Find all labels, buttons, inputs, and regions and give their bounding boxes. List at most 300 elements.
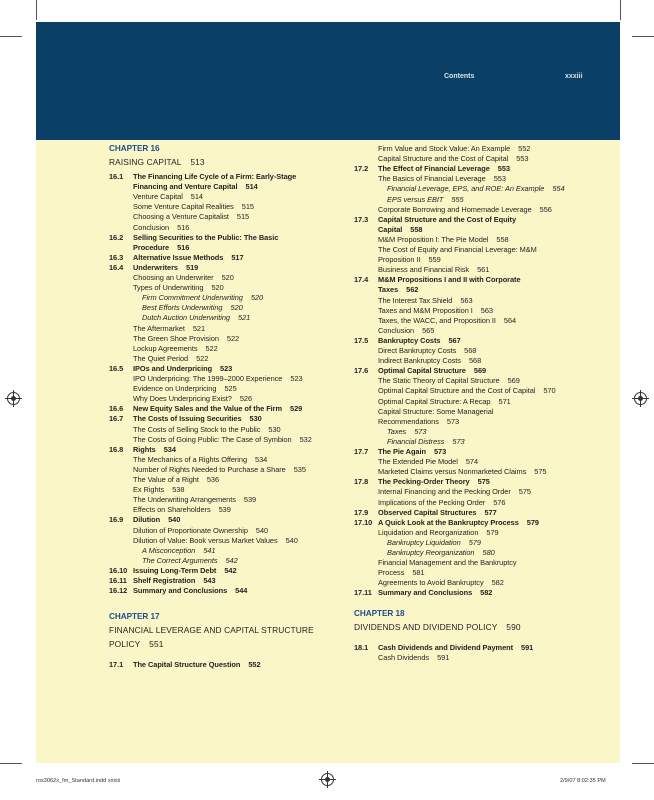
- section-number: 16.12: [109, 586, 128, 596]
- toc-entry: [378, 306, 493, 315]
- entry-title: The Aftermarket: [133, 323, 185, 333]
- section-number: 17.5: [354, 335, 369, 345]
- toc-entry: [387, 427, 426, 436]
- registration-mark: [634, 392, 647, 405]
- page-ref: 520: [226, 303, 243, 313]
- entry-title: Process: [378, 568, 405, 578]
- page-ref: 569: [503, 376, 520, 386]
- entry-title: Rights: [133, 444, 156, 454]
- entry-title: Recommendations: [378, 416, 439, 426]
- toc-entry: [133, 536, 298, 545]
- entry-title: Procedure: [133, 242, 170, 252]
- entry-title: Firm Value and Stock Value: An Example: [378, 144, 511, 153]
- entry-title: The Green Shoe Provision: [133, 333, 219, 343]
- toc-entry: [133, 485, 184, 494]
- page-ref: 539: [239, 495, 257, 505]
- toc-entry: [378, 528, 499, 537]
- page-ref: 590: [501, 621, 521, 632]
- toc-entry: [142, 293, 263, 302]
- section-number: 17.7: [354, 447, 369, 456]
- entry-title: A Misconception: [142, 545, 196, 555]
- entry-title: Cash Dividends and Dividend Payment: [378, 642, 514, 652]
- entry-title: Conclusion: [133, 222, 170, 232]
- crop-mark: [0, 36, 22, 37]
- page-ref: 520: [217, 273, 234, 282]
- section-number: 17.1: [109, 660, 124, 670]
- page-ref: 573: [448, 436, 465, 446]
- page-ref: 559: [424, 255, 441, 265]
- entry-title: CHAPTER 16: [109, 144, 160, 153]
- entry-title: Alternative Issue Methods: [133, 252, 224, 262]
- page-ref: 553: [512, 154, 529, 164]
- section-heading: [354, 275, 521, 284]
- entry-title: Liquidation and Reorganization: [378, 527, 479, 537]
- page-ref: 544: [231, 586, 248, 596]
- entry-title: Indirect Bankruptcy Costs: [378, 356, 461, 366]
- toc-entry: [133, 435, 312, 444]
- toc-entry: [378, 255, 441, 264]
- section-number: 17.11: [354, 588, 372, 598]
- section-number: 16.10: [109, 565, 128, 575]
- entry-title: Capital Structure and the Cost of Equity: [378, 214, 517, 224]
- page-ref: 558: [406, 224, 423, 234]
- page-ref: 575: [473, 477, 490, 487]
- crop-mark: [620, 0, 621, 20]
- section-heading: [109, 515, 180, 524]
- entry-title: The Quiet Period: [133, 353, 189, 363]
- page-ref: 519: [182, 262, 199, 272]
- section-number: 16.1: [109, 172, 124, 181]
- page-ref: 563: [456, 295, 473, 305]
- toc-entry: [378, 205, 552, 214]
- page-ref: 552: [244, 660, 261, 670]
- entry-title: Corporate Borrowing and Homemade Leverage: [378, 204, 532, 214]
- entry-title: POLICY: [109, 639, 141, 650]
- page-ref: 571: [494, 396, 511, 406]
- section-number: 16.4: [109, 262, 124, 272]
- section-heading: [354, 366, 486, 375]
- entry-title: Optimal Capital Structure: [378, 366, 466, 376]
- entry-title: Lockup Agreements: [133, 343, 198, 353]
- entry-title: Effects on Shareholders: [133, 505, 211, 515]
- page-ref: 532: [295, 434, 312, 444]
- page-ref: 591: [433, 652, 450, 662]
- page-ref: 514: [241, 182, 258, 192]
- toc-entry: [378, 346, 476, 355]
- entry-title: Taxes: [378, 285, 399, 295]
- section-number: 16.5: [109, 363, 124, 373]
- page-ref: 564: [499, 315, 517, 325]
- toc-entry: [378, 558, 517, 567]
- entry-title: Capital Structure: Some Managerial: [378, 406, 494, 416]
- entry-title: Taxes: [387, 426, 407, 436]
- section-heading: [109, 660, 261, 669]
- entry-title: Direct Bankruptcy Costs: [378, 346, 457, 355]
- page-ref: 540: [281, 535, 298, 545]
- toc-entry: [378, 578, 504, 587]
- toc-entry: [378, 407, 493, 416]
- toc-entry: [378, 174, 506, 183]
- crop-mark: [632, 763, 654, 764]
- toc-entry: [387, 538, 481, 547]
- toc-entry: [133, 455, 267, 464]
- toc-entry: [378, 457, 478, 466]
- toc-entry: [378, 376, 520, 385]
- page-ref: 523: [216, 363, 233, 373]
- entry-title: Bankruptcy Reorganization: [387, 548, 475, 557]
- section-number: 16.11: [109, 576, 127, 585]
- toc-entry: [133, 526, 268, 535]
- chapter-title: [354, 623, 521, 632]
- section-number: 17.3: [354, 214, 369, 224]
- entry-title: Optimal Capital Structure: A Recap: [378, 396, 491, 406]
- toc-entry: [378, 144, 530, 153]
- page-ref: 515: [232, 212, 250, 222]
- toc-entry: [378, 417, 459, 426]
- entry-title: The Mechanics of a Rights Offering: [133, 454, 248, 464]
- page-ref: 558: [492, 234, 509, 244]
- crop-mark: [632, 36, 654, 37]
- page-ref: 520: [246, 293, 264, 303]
- toc-entry: [133, 374, 303, 383]
- entry-title: Observed Capital Structures: [378, 507, 477, 517]
- entry-title: The Pecking-Order Theory: [378, 477, 470, 487]
- page-ref: 569: [469, 366, 487, 376]
- crop-mark: [0, 763, 22, 764]
- entry-title: Cash Dividends: [378, 652, 430, 662]
- toc-entry: [387, 437, 465, 446]
- toc-entry: [378, 386, 556, 395]
- toc-entry: [142, 556, 238, 565]
- running-head: Contents: [444, 73, 475, 80]
- toc-entry: [133, 505, 231, 514]
- page-ref: 534: [159, 444, 176, 454]
- section-number: 17.9: [354, 507, 369, 517]
- entry-title: Bankruptcy Liquidation: [387, 537, 461, 547]
- section-number: 16.9: [109, 515, 124, 525]
- entry-title: Why Does Underpricing Exist?: [133, 394, 232, 404]
- entry-title: The Basics of Financial Leverage: [378, 174, 486, 184]
- page-ref: 553: [493, 164, 510, 174]
- page-ref: 539: [214, 505, 231, 515]
- entry-title: Capital: [378, 224, 403, 234]
- crop-mark: [36, 0, 37, 20]
- entry-title: Number of Rights Needed to Purchase a Share: [133, 464, 286, 474]
- section-heading: [378, 225, 423, 234]
- entry-title: CHAPTER 18: [354, 608, 405, 618]
- entry-title: Issuing Long-Term Debt: [133, 565, 217, 575]
- entry-title: RAISING CAPITAL: [109, 157, 182, 167]
- page-ref: 565: [418, 325, 435, 335]
- entry-title: Proposition II: [378, 255, 421, 265]
- toc-entry: [378, 316, 516, 325]
- entry-title: Taxes, the WACC, and Proposition II: [378, 315, 496, 325]
- entry-title: New Equity Sales and the Value of the Firm: [133, 404, 283, 414]
- section-heading: [109, 414, 262, 423]
- section-number: 16.3: [109, 252, 124, 262]
- page-ref: 581: [408, 568, 425, 578]
- entry-title: Ex Rights: [133, 485, 165, 495]
- toc-entry: [378, 356, 481, 365]
- toc-entry: [142, 303, 243, 312]
- entry-title: Capital Structure and the Cost of Capital: [378, 154, 509, 164]
- page-ref: 553: [489, 174, 506, 184]
- entry-title: FINANCIAL LEVERAGE AND CAPITAL STRUCTURE: [109, 625, 314, 636]
- entry-title: Venture Capital: [133, 192, 183, 202]
- section-heading: [109, 404, 302, 413]
- section-number: 16.2: [109, 232, 124, 242]
- section-heading: [109, 364, 232, 373]
- section-heading: [109, 233, 278, 242]
- entry-title: Financial Leverage, EPS, and ROE: An Example: [387, 184, 545, 194]
- entry-title: Business and Financial Risk: [378, 265, 470, 275]
- section-heading: [378, 285, 418, 294]
- entry-title: Agreements to Avoid Bankruptcy: [378, 578, 484, 588]
- page-ref: 520: [207, 283, 224, 293]
- page-ref: 541: [199, 545, 216, 555]
- entry-title: Firm Commitment Underwriting: [142, 293, 243, 303]
- section-number: 18.1: [354, 642, 369, 652]
- toc-entry: [378, 235, 509, 244]
- section-number: 16.6: [109, 404, 124, 414]
- page-ref: 574: [461, 457, 479, 467]
- section-heading: [354, 215, 516, 224]
- slug-datetime: 2/9/07 8:02:35 PM: [560, 778, 606, 784]
- section-heading: [354, 508, 497, 517]
- entry-title: EPS versus EBIT: [387, 194, 444, 204]
- toc-entry: [378, 568, 425, 577]
- page-ref: 567: [444, 335, 461, 345]
- toc-entry: [133, 465, 306, 474]
- page-ref: 577: [480, 507, 497, 517]
- entry-title: The Cost of Equity and Financial Leverage: M&M: [378, 245, 537, 254]
- page-ref: 530: [264, 424, 281, 434]
- page-ref: 573: [429, 447, 447, 456]
- entry-title: A Quick Look at the Bankruptcy Process: [378, 517, 519, 527]
- page-number: xxxiii: [565, 73, 583, 80]
- toc-entry: [133, 212, 249, 221]
- chapter-title: [109, 158, 205, 167]
- entry-title: Summary and Conclusions: [133, 586, 228, 596]
- toc-entry: [133, 425, 281, 434]
- page-ref: 573: [442, 416, 460, 426]
- section-heading: [109, 263, 198, 272]
- toc-entry: [378, 487, 531, 496]
- entry-title: Best Efforts Underwriting: [142, 303, 223, 313]
- section-number: 17.2: [354, 164, 369, 174]
- entry-title: Bankruptcy Costs: [378, 335, 441, 345]
- entry-title: Dilution of Value: Book versus Market Values: [133, 535, 278, 545]
- toc-entry: [378, 154, 528, 163]
- entry-title: Financial Distress: [387, 436, 445, 446]
- page-ref: 535: [289, 464, 306, 474]
- entry-title: Dilution: [133, 515, 161, 525]
- page-ref: 523: [286, 374, 303, 383]
- page-ref: 575: [530, 467, 547, 477]
- entry-title: Conclusion: [378, 325, 415, 335]
- chapter-label: [354, 609, 404, 618]
- toc-entry: [133, 202, 254, 211]
- section-number: 16.8: [109, 444, 124, 454]
- entry-title: The Interest Tax Shield: [378, 295, 453, 305]
- registration-mark: [7, 392, 20, 405]
- entry-title: Financing and Venture Capital: [133, 182, 238, 192]
- page-ref: 525: [220, 384, 237, 394]
- page-ref: 573: [410, 426, 427, 436]
- toc-entry: [133, 384, 237, 393]
- page-ref: 522: [192, 353, 209, 363]
- entry-title: The Correct Arguments: [142, 555, 218, 565]
- page-ref: 591: [517, 642, 534, 652]
- page-ref: 538: [168, 485, 185, 495]
- toc-entry: [133, 273, 234, 282]
- section-heading: [109, 576, 216, 585]
- page-ref: 516: [173, 242, 190, 252]
- entry-title: Some Venture Capital Realities: [133, 202, 234, 212]
- entry-title: The Effect of Financial Leverage: [378, 164, 490, 174]
- toc-entry: [133, 223, 189, 232]
- section-heading: [133, 243, 189, 252]
- section-heading: [109, 445, 176, 454]
- page-ref: 575: [514, 487, 531, 497]
- toc-entry: [378, 265, 489, 274]
- section-heading: [354, 518, 539, 527]
- toc-entry: [378, 498, 505, 507]
- entry-title: M&M Propositions I and II with Corporate: [378, 275, 521, 285]
- section-heading: [354, 588, 492, 597]
- entry-title: The Pie Again: [378, 447, 426, 456]
- entry-title: Taxes and M&M Proposition I: [378, 305, 473, 315]
- page-ref: 579: [522, 517, 539, 527]
- toc-entry: [378, 296, 473, 305]
- page-ref: 522: [222, 333, 240, 343]
- entry-title: The Costs of Issuing Securities: [133, 414, 242, 424]
- entry-title: The Costs of Selling Stock to the Public: [133, 424, 261, 434]
- entry-title: Financial Management and the Bankruptcy: [378, 558, 517, 568]
- section-heading: [109, 253, 244, 262]
- section-heading: [354, 643, 533, 652]
- section-number: 17.4: [354, 275, 369, 285]
- page-ref: 517: [227, 252, 244, 262]
- section-heading: [109, 566, 237, 575]
- section-heading: [354, 477, 490, 486]
- toc-entry: [378, 326, 434, 335]
- page-ref: 536: [202, 475, 220, 484]
- entry-title: IPO Underpricing: The 1999–2000 Experience: [133, 374, 283, 383]
- section-number: 17.10: [354, 517, 373, 527]
- page-ref: 529: [286, 404, 303, 414]
- page-header: [36, 22, 620, 140]
- page-ref: 530: [245, 414, 262, 424]
- entry-title: Underwriters: [133, 262, 178, 272]
- entry-title: Choosing a Venture Capitalist: [133, 212, 229, 222]
- toc-entry: [378, 653, 449, 662]
- section-number: 17.6: [354, 366, 369, 376]
- page-ref: 521: [188, 323, 206, 333]
- section-heading: [109, 586, 247, 595]
- page-ref: 556: [535, 204, 552, 214]
- entry-title: Implications of the Pecking Order: [378, 497, 486, 507]
- toc-entry: [387, 184, 565, 193]
- entry-title: Evidence on Underpricing: [133, 384, 217, 394]
- section-heading: [354, 336, 461, 345]
- section-heading: [109, 172, 296, 181]
- chapter-title: [109, 626, 314, 635]
- page-ref: 582: [487, 578, 504, 588]
- page-ref: 568: [460, 346, 477, 355]
- page-ref: 579: [464, 537, 481, 547]
- section-number: 16.7: [109, 414, 124, 424]
- toc-entry: [133, 283, 224, 292]
- page-ref: 561: [473, 265, 490, 275]
- entry-title: The Static Theory of Capital Structure: [378, 376, 500, 386]
- entry-title: CHAPTER 17: [109, 612, 160, 622]
- entry-title: Optimal Capital Structure and the Cost of Capital: [378, 386, 536, 396]
- entry-title: Dilution of Proportionate Ownership: [133, 525, 248, 535]
- section-heading: [133, 182, 258, 191]
- entry-title: The Extended Pie Model: [378, 457, 458, 467]
- toc-entry: [378, 397, 511, 406]
- page-ref: 580: [478, 548, 495, 557]
- section-heading: [354, 164, 510, 173]
- entry-title: M&M Proposition I: The Pie Model: [378, 234, 489, 244]
- page-ref: 555: [447, 194, 464, 204]
- page-ref: 542: [220, 565, 237, 575]
- page-ref: 542: [221, 555, 238, 565]
- page-ref: 568: [464, 356, 482, 366]
- page-ref: 526: [235, 394, 253, 404]
- toc-entry: [133, 344, 218, 353]
- page-ref: 554: [548, 184, 565, 194]
- entry-title: IPOs and Underpricing: [133, 363, 213, 373]
- page-ref: 514: [186, 192, 203, 202]
- toc-entry: [378, 245, 537, 254]
- page-ref: 582: [476, 588, 493, 598]
- toc-entry: [387, 195, 464, 204]
- page-ref: 515: [237, 202, 254, 212]
- toc-entry: [142, 313, 250, 322]
- page-ref: 534: [251, 454, 268, 464]
- page-ref: 551: [144, 639, 164, 650]
- section-number: 17.8: [354, 477, 369, 487]
- registration-mark: [321, 773, 334, 786]
- chapter-label: [109, 144, 159, 153]
- page-ref: 521: [233, 313, 251, 323]
- page-ref: 513: [185, 157, 205, 167]
- page-ref: 543: [199, 576, 216, 585]
- toc-entry: [133, 495, 256, 504]
- page-ref: 579: [482, 527, 499, 537]
- entry-title: Internal Financing and the Pecking Order: [378, 487, 511, 497]
- entry-title: Selling Securities to the Public: The Basic: [133, 232, 279, 242]
- toc-entry: [133, 334, 239, 343]
- toc-page: [36, 140, 620, 763]
- chapter-title: [109, 640, 163, 649]
- page-ref: 540: [251, 525, 269, 535]
- entry-title: DIVIDENDS AND DIVIDEND POLICY: [354, 621, 498, 632]
- chapter-label: [109, 612, 159, 621]
- page-ref: 562: [402, 285, 419, 295]
- entry-title: The Capital Structure Question: [133, 660, 241, 670]
- entry-title: The Value of a Right: [133, 475, 199, 484]
- entry-title: Dutch Auction Underwriting: [142, 313, 230, 323]
- entry-title: Types of Underwriting: [133, 283, 204, 293]
- entry-title: Choosing an Underwriter: [133, 273, 214, 282]
- page-ref: 516: [173, 222, 190, 232]
- toc-entry: [142, 546, 215, 555]
- page-ref: 522: [201, 343, 218, 353]
- page-ref: 563: [476, 305, 493, 315]
